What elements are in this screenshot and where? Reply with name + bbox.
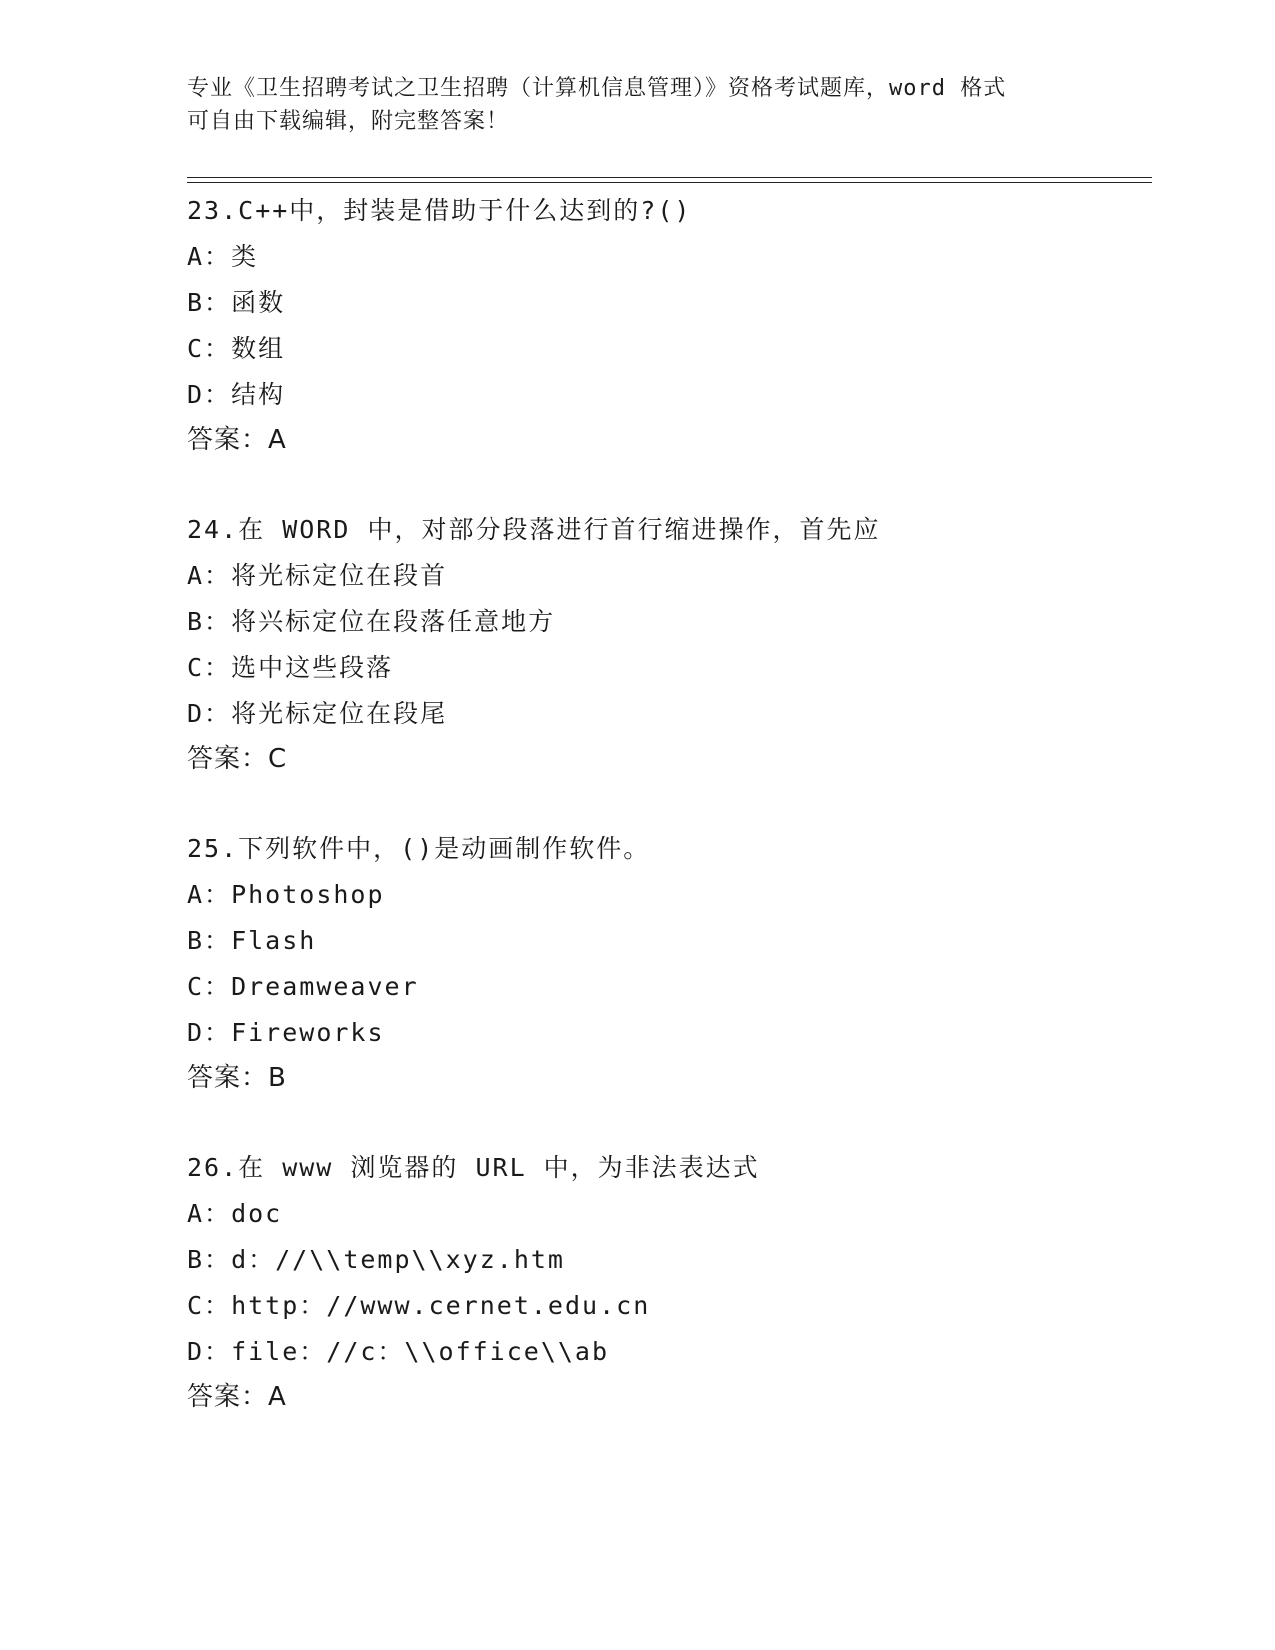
- option-key: B：: [187, 926, 232, 955]
- option-text: 函数: [231, 288, 286, 317]
- option-key: A：: [187, 242, 232, 271]
- option-key: D：: [187, 380, 232, 409]
- question-prompt: 25.下列软件中，()是动画制作软件。: [187, 834, 651, 863]
- option-d: [187, 1329, 1147, 1375]
- option-b: [187, 280, 1147, 326]
- option-key: A：: [187, 561, 232, 590]
- option-text: Fireworks: [231, 1018, 385, 1047]
- option-d: [187, 691, 1147, 737]
- option-text: d：//\\temp\\xyz.htm: [231, 1245, 565, 1274]
- option-key: D：: [187, 699, 232, 728]
- option-text: Photoshop: [231, 880, 385, 909]
- answer-line: 答案：B: [187, 1063, 287, 1093]
- option-text: 将光标定位在段尾: [231, 699, 448, 728]
- option-c: [187, 326, 1147, 372]
- question-25: [187, 826, 1147, 1100]
- question-prompt: 23.C++中，封装是借助于什么达到的?(): [187, 196, 692, 225]
- answer-line: 答案：A: [187, 1382, 287, 1412]
- option-a: [187, 234, 1147, 280]
- question-list: [187, 188, 1147, 1464]
- option-text: http：//www.cernet.edu.cn: [231, 1291, 651, 1320]
- option-b: [187, 1237, 1147, 1283]
- option-key: C：: [187, 334, 232, 363]
- option-text: 结构: [231, 380, 286, 409]
- option-key: C：: [187, 653, 232, 682]
- option-c: [187, 964, 1147, 1010]
- option-b: [187, 599, 1147, 645]
- answer-line: 答案：A: [187, 425, 287, 455]
- option-text: doc: [231, 1199, 283, 1228]
- option-text: Dreamweaver: [231, 972, 419, 1001]
- option-key: C：: [187, 972, 232, 1001]
- option-a: [187, 1191, 1147, 1237]
- option-key: B：: [187, 607, 232, 636]
- option-a: [187, 553, 1147, 599]
- option-text: 类: [231, 242, 259, 271]
- option-text: Flash: [231, 926, 317, 955]
- option-c: [187, 1283, 1147, 1329]
- option-text: 将光标定位在段首: [231, 561, 448, 590]
- question-24: [187, 507, 1147, 781]
- option-d: [187, 1010, 1147, 1056]
- question-26: [187, 1145, 1147, 1419]
- question-23: [187, 188, 1147, 462]
- question-prompt: 24.在 WORD 中，对部分段落进行首行缩进操作，首先应: [187, 515, 881, 544]
- option-key: D：: [187, 1018, 232, 1047]
- header-rule-top: [187, 177, 1152, 178]
- option-text: file：//c：\\office\\ab: [231, 1337, 610, 1366]
- option-key: D：: [187, 1337, 232, 1366]
- header-rule-bottom: [187, 182, 1152, 183]
- option-c: [187, 645, 1147, 691]
- option-text: 数组: [231, 334, 286, 363]
- option-text: 将兴标定位在段落任意地方: [231, 607, 556, 636]
- option-d: [187, 372, 1147, 418]
- option-text: 选中这些段落: [231, 653, 394, 682]
- document-header: 专业《卫生招聘考试之卫生招聘（计算机信息管理）》资格考试题库，word 格式 可自由下载编辑，附完整答案！: [187, 76, 1007, 134]
- option-b: [187, 918, 1147, 964]
- option-key: B：: [187, 1245, 232, 1274]
- answer-line: 答案：C: [187, 744, 288, 774]
- question-prompt: 26.在 www 浏览器的 URL 中，为非法表达式: [187, 1153, 760, 1182]
- option-key: C：: [187, 1291, 232, 1320]
- option-key: A：: [187, 1199, 232, 1228]
- option-a: [187, 872, 1147, 918]
- option-key: A：: [187, 880, 232, 909]
- option-key: B：: [187, 288, 232, 317]
